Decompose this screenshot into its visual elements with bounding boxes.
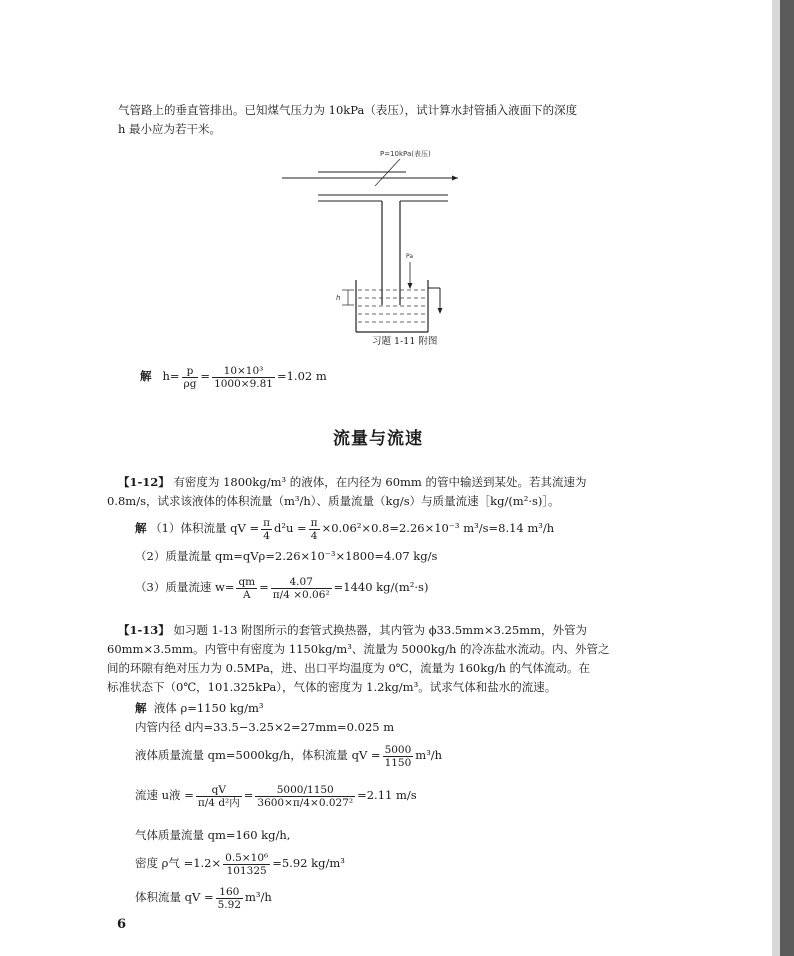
formula-lhs: h= [162, 369, 180, 383]
fraction-denominator: 101325 [226, 864, 267, 877]
fraction-numerator: 5000/1150 [255, 784, 355, 797]
step-text: 液体 ρ=1150 kg/m³ [153, 701, 264, 715]
solution-label: 解 [140, 369, 152, 383]
step-text: （1）体积流量 qV = [150, 521, 260, 535]
step-text: =5.92 kg/m³ [272, 856, 345, 870]
fraction-numerator: π [263, 516, 270, 529]
fraction-numerator: 5000 [384, 743, 412, 756]
section-title: 流量与流速 [333, 429, 423, 449]
problem-1-12-line-2: 0.8m/s，试求该液体的体积流量（m³/h）、质量流量（kg/s）与质量流速［kg/(m²·s)］。 [107, 494, 560, 508]
problem-1-13-line-1 [118, 623, 587, 638]
formula-result: =1.02 m [276, 369, 327, 383]
fraction-numerator: 10×10³ [212, 365, 275, 378]
page-edge [780, 0, 794, 956]
problem-text: 如习题 1-13 附图所示的套管式换热器，其内管为 ϕ33.5mm×3.25mm，外管为 [173, 623, 588, 637]
fraction-values [383, 744, 414, 769]
fraction-denominator: π/4 d²内 [197, 796, 240, 809]
fraction-pi-over-4 [261, 517, 272, 542]
fraction-numerator: qm [238, 575, 256, 588]
fraction-numerator: 160 [216, 886, 243, 899]
fraction-values [223, 852, 270, 877]
step-text: m³/h [415, 748, 443, 762]
solution-label: 解 [135, 521, 147, 535]
page-edge-shadow [772, 0, 780, 956]
solution-1-12-step-2: （2）质量流量 qm=qVρ=2.26×10⁻³×1800=4.07 kg/s [135, 549, 438, 563]
solution-1-13-line-2: 内管内径 d内=33.5−3.25×2=27mm=0.025 m [135, 720, 395, 734]
step-text: =1440 kg/(m²·s) [333, 580, 429, 594]
fraction-denominator: 1000×9.81 [214, 377, 273, 390]
solution-1-13-line-4 [135, 780, 417, 810]
fraction-denominator: A [243, 588, 251, 601]
fraction-values [216, 886, 243, 911]
page-number: 6 [117, 917, 127, 932]
step-text: =2.11 m/s [357, 788, 417, 802]
fraction-numerator: p [182, 365, 199, 378]
figure-h-label: h [336, 294, 341, 302]
step-text: 密度 ρ气 =1.2× [135, 856, 222, 870]
step-text: 体积流量 qV = [135, 890, 214, 904]
fraction-values [212, 365, 275, 390]
problem-tag: 【1-13】 [118, 623, 170, 637]
fraction-denominator: 1150 [384, 756, 412, 769]
solution-1-11 [140, 361, 327, 391]
fraction-denominator: 5.92 [217, 898, 242, 911]
equals-sign: = [259, 580, 269, 594]
solution-1-12-step-1 [135, 515, 554, 542]
problem-1-13-line-4: 标准状态下（0℃，101.325kPa），气体的密度为 1.2kg/m³。试求气体和盐水的流速。 [107, 680, 557, 694]
solution-1-13-line-1 [135, 701, 264, 716]
fraction-values [271, 576, 332, 601]
problem-tag: 【1-12】 [118, 475, 170, 489]
fraction-qm-over-a [236, 576, 257, 601]
fraction-denominator: 4 [263, 529, 270, 542]
equals-sign: = [243, 788, 254, 802]
fraction-numerator: qV [196, 784, 242, 797]
fraction-denominator: 4 [310, 529, 318, 542]
fraction-denominator: π/4 ×0.06² [272, 588, 330, 601]
fraction-denominator: 3600×π/4×0.027² [257, 796, 354, 809]
step-text: （3）质量流速 w= [135, 580, 235, 594]
problem-text: 有密度为 1800kg/m³ 的液体，在内径为 60mm 的管中输送到某处。若其流速为 [173, 475, 587, 489]
fraction-numerator: 0.5×10⁶ [225, 851, 269, 864]
step-text: 流速 u液 = [135, 788, 194, 802]
figure-caption: 习题 1-11 附图 [372, 336, 438, 347]
step-text: 液体质量流量 qm=5000kg/h，体积流量 qV = [135, 748, 381, 762]
fraction-p-over-rhog [182, 365, 199, 390]
solution-1-13-line-5: 气体质量流量 qm=160 kg/h, [135, 828, 291, 842]
step-text: ×0.06²×0.8=2.26×10⁻³ m³/s=8.14 m³/h [321, 521, 555, 535]
step-text: m³/h [245, 890, 272, 904]
fraction-numerator: 4.07 [271, 576, 332, 589]
figure-pressure-label: P=10kPa(表压) [380, 150, 431, 158]
fraction-numerator: π [310, 516, 318, 529]
solution-1-13-line-7 [135, 884, 272, 911]
problem-1-12-line-1 [118, 475, 587, 490]
equals-sign: = [200, 369, 211, 383]
solution-label: 解 [135, 701, 147, 715]
solution-1-13-line-6 [135, 850, 345, 877]
step-text: d²u = [274, 521, 307, 535]
fraction-denominator: ρg [183, 377, 197, 390]
fraction-pi-over-4 [309, 517, 320, 542]
intro-line-1: 气管路上的垂直管排出。已知煤气压力为 10kPa（表压），试计算水封管插入液面下的深度 [118, 103, 578, 117]
solution-1-12-step-3 [135, 572, 428, 602]
figure-1-11 [270, 140, 470, 335]
intro-line-2: h 最小应为若干米。 [118, 122, 222, 136]
problem-1-13-line-2: 60mm×3.5mm。内管中有密度为 1150kg/m³、流量为 5000kg/h 的冷冻盐水流动。内、外管之 [107, 642, 610, 656]
solution-1-13-line-3 [135, 742, 442, 769]
problem-1-13-line-3: 间的环隙有绝对压力为 0.5MPa，进、出口平均温度为 0℃，流量为 160kg/h 的气体流动。在 [107, 661, 591, 675]
figure-pa-label: Pa [406, 253, 414, 260]
fraction-values [255, 784, 355, 809]
fraction-qv-over-area [196, 784, 242, 809]
